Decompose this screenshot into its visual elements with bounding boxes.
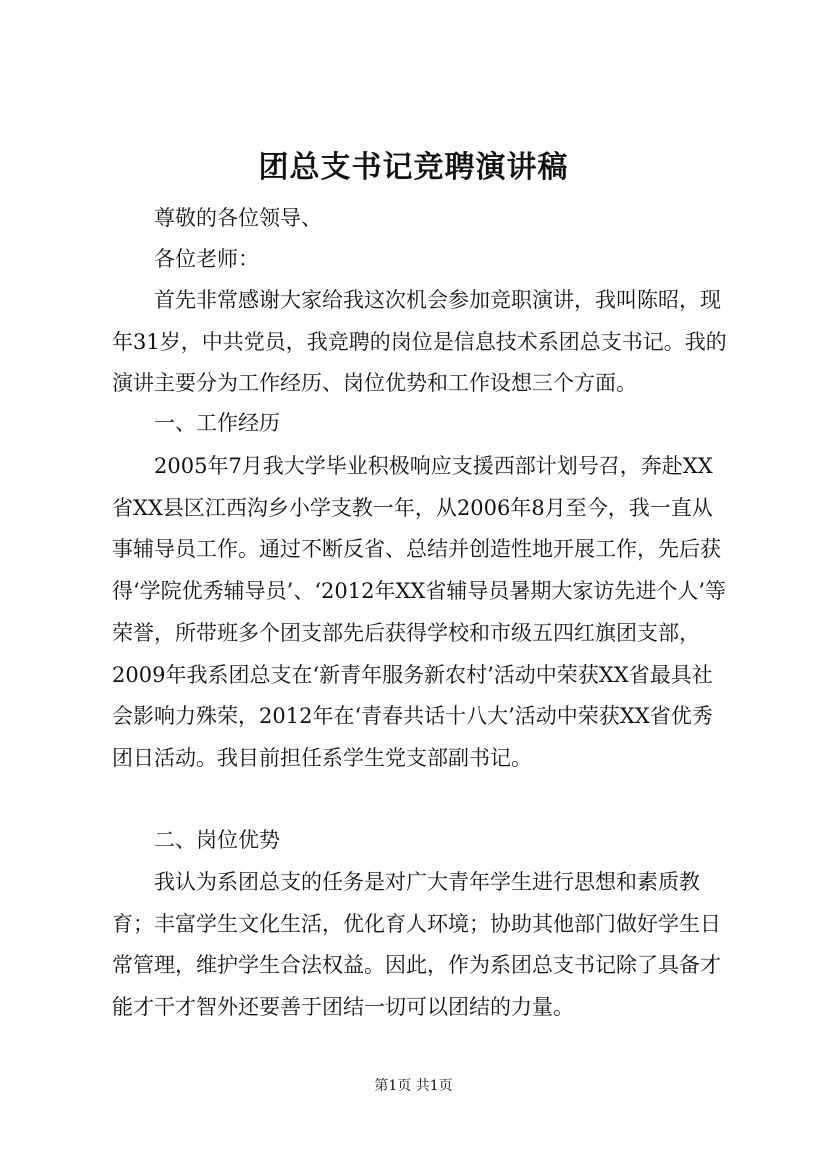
salutation-teachers: 各位老师： [154, 247, 259, 271]
section-heading-position-advantages: 二、岗位优势 [154, 828, 280, 852]
document-title: 团总支书记竞聘演讲稿 [258, 150, 569, 185]
paragraph-position-advantages: 我认为系团总支的任务是对广大青年学生进行思想和素质教育；丰富学生文化生活，优化育人环境；协助其他部门做好学生日常管理，维护学生合法权益。因此，作为系团总支书记除了具备才能才干才智外还要善于团结一切可以团结的力量。 [112, 870, 721, 1020]
salutation-leaders: 尊敬的各位领导、 [154, 206, 322, 230]
section-heading-work-experience: 一、工作经历 [154, 411, 280, 435]
page-footer: 第1页 共1页 [374, 1078, 453, 1094]
paragraph-introduction: 首先非常感谢大家给我这次机会参加竞职演讲，我叫陈昭，现年31岁，中共党员，我竞聘的岗位是信息技术系团总支书记。我的演讲主要分为工作经历、岗位优势和工作设想三个方面。 [112, 288, 727, 396]
paragraph-work-experience: 2005年7月我大学毕业积极响应支援西部计划号召，奔赴XX省XX县区江西沟乡小学支教一年，从2006年8月至今，我一直从事辅导员工作。通过不断反省、总结并创造性地开展工作，先后获得‘学院优秀辅导员’、‘2012年XX省辅导员暑期大家访先进个人’等荣誉，所带班多个团支部先后获得学校和市级五四红旗团支部，2009年我系团总支在‘新青年服务新农村’活动中荣获XX省最具社会影响力殊荣，2012年在‘青春共话十八大’活动中荣获XX省优秀团日活动。我目前担任系学生党支部副书记。 [112, 454, 727, 770]
